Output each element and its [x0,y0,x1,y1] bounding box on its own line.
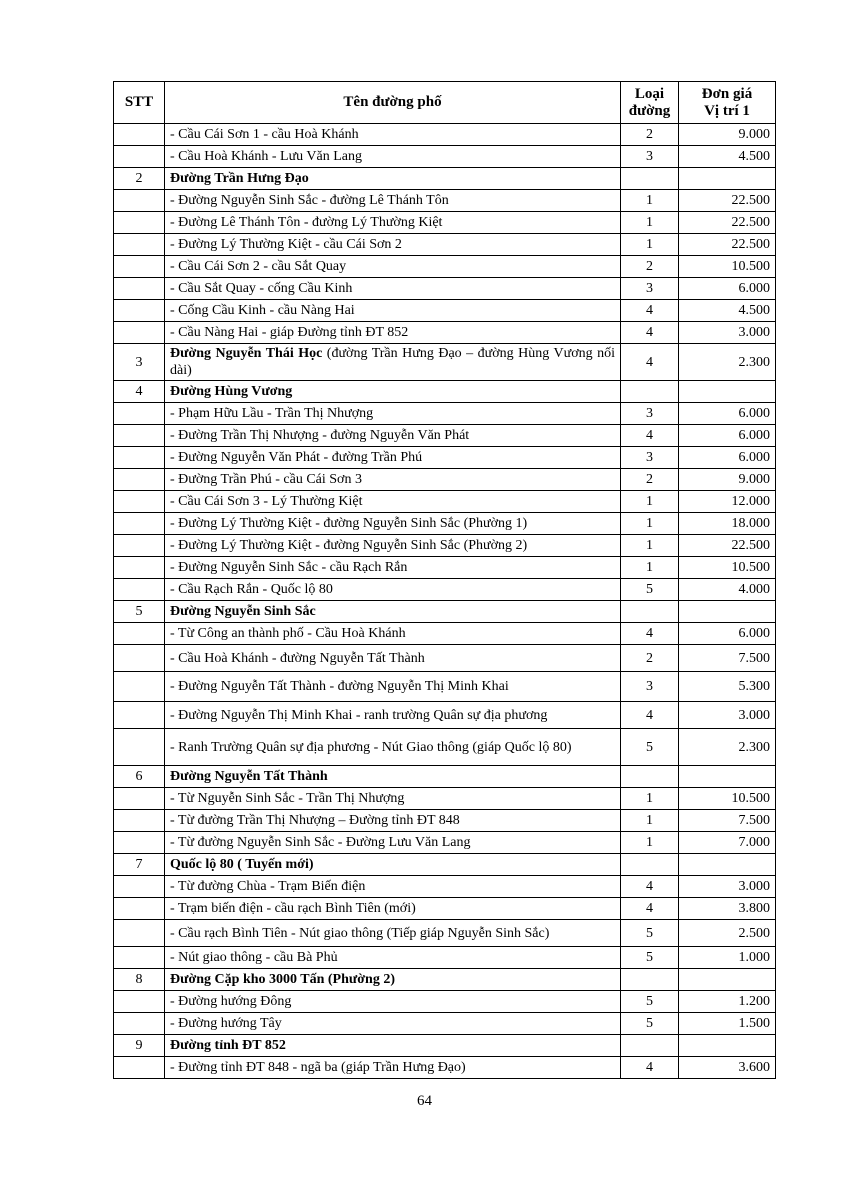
row-unit-price [679,854,776,876]
row-unit-price: 5.300 [679,672,776,702]
table-row [114,832,776,854]
row-road-type: 5 [621,991,679,1013]
row-unit-price: 10.500 [679,788,776,810]
table-row [114,672,776,702]
row-street-name: - Cầu Cái Sơn 2 - cầu Sắt Quay [165,256,621,278]
header-stt: STT [114,82,165,124]
table-row [114,469,776,491]
row-road-type [621,1035,679,1057]
row-unit-price: 9.000 [679,469,776,491]
table-row [114,969,776,991]
row-road-type: 2 [621,645,679,672]
row-road-type: 2 [621,469,679,491]
table-row [114,124,776,146]
row-stt [114,1057,165,1079]
row-stt [114,403,165,425]
row-road-type: 1 [621,832,679,854]
row-stt [114,491,165,513]
row-unit-price: 1.000 [679,947,776,969]
table-row [114,1013,776,1035]
table-row [114,322,776,344]
table-row [114,991,776,1013]
land-price-table [113,81,776,1079]
row-road-type: 1 [621,557,679,579]
row-unit-price: 1.500 [679,1013,776,1035]
row-road-type [621,168,679,190]
row-road-type: 3 [621,403,679,425]
row-street-name: - Đường Nguyễn Sinh Sắc - cầu Rạch Rắn [165,557,621,579]
table-row [114,403,776,425]
row-road-type: 4 [621,322,679,344]
row-stt: 8 [114,969,165,991]
row-street-name: - Nút giao thông - cầu Bà Phủ [165,947,621,969]
row-street-name: - Cầu Hoà Khánh - đường Nguyễn Tất Thành [165,645,621,672]
row-road-type: 4 [621,1057,679,1079]
row-stt: 6 [114,766,165,788]
row-road-type [621,854,679,876]
row-stt [114,579,165,601]
row-road-type [621,381,679,403]
row-street-name: - Cầu Rạch Rắn - Quốc lộ 80 [165,579,621,601]
row-street-name [165,344,621,381]
row-street-name: - Cầu Nàng Hai - giáp Đường tỉnh ĐT 852 [165,322,621,344]
row-unit-price: 7.500 [679,810,776,832]
row-unit-price: 12.000 [679,491,776,513]
row-stt [114,557,165,579]
row-stt [114,920,165,947]
row-stt [114,278,165,300]
row-stt [114,300,165,322]
row-road-type: 5 [621,579,679,601]
table-row [114,766,776,788]
row-street-name: - Đường Nguyễn Văn Phát - đường Trần Phú [165,447,621,469]
row-road-type: 5 [621,1013,679,1035]
row-stt [114,832,165,854]
row-stt [114,702,165,729]
row-street-name: - Ranh Trường Quân sự địa phương - Nút Giao thông (giáp Quốc lộ 80) [165,729,621,766]
row-unit-price: 3.800 [679,898,776,920]
table-row [114,212,776,234]
row-road-type: 1 [621,212,679,234]
row-stt [114,645,165,672]
row-unit-price [679,168,776,190]
row-road-type: 1 [621,810,679,832]
row-street-name: - Cầu Cái Sơn 3 - Lý Thường Kiệt [165,491,621,513]
row-unit-price: 6.000 [679,447,776,469]
row-unit-price: 10.500 [679,557,776,579]
table-row [114,447,776,469]
row-road-type [621,969,679,991]
row-road-type: 2 [621,256,679,278]
row-street-name: - Cầu Sắt Quay - cống Cầu Kinh [165,278,621,300]
row-road-type [621,766,679,788]
row-street-name: - Đường Lê Thánh Tôn - đường Lý Thường Kiệt [165,212,621,234]
row-road-type [621,601,679,623]
row-stt [114,898,165,920]
header-unit-price [679,82,776,124]
row-street-name: Đường Nguyễn Sinh Sắc [165,601,621,623]
table-header-row [114,82,776,124]
table-row [114,234,776,256]
row-street-name: - Phạm Hữu Lầu - Trần Thị Nhượng [165,403,621,425]
row-stt: 7 [114,854,165,876]
table-row [114,513,776,535]
table-row [114,702,776,729]
table-row [114,623,776,645]
table-row [114,300,776,322]
row-unit-price [679,766,776,788]
row-stt: 9 [114,1035,165,1057]
row-road-type: 4 [621,425,679,447]
row-unit-price: 22.500 [679,234,776,256]
header-unit-price-line1: Đơn giá [701,85,753,102]
row-stt [114,810,165,832]
table-row [114,535,776,557]
row-unit-price: 2.300 [679,729,776,766]
row-street-name: - Đường Lý Thường Kiệt - đường Nguyễn Sinh Sắc (Phường 1) [165,513,621,535]
row-street-name: - Đường Trần Thị Nhượng - đường Nguyễn Văn Phát [165,425,621,447]
table-row [114,788,776,810]
table-row [114,898,776,920]
table-row [114,854,776,876]
row-unit-price: 22.500 [679,535,776,557]
table-row [114,947,776,969]
row-street-name: - Đường hướng Đông [165,991,621,1013]
table-row [114,810,776,832]
table-row [114,1035,776,1057]
row-road-type: 4 [621,702,679,729]
row-street-name: - Từ đường Trần Thị Nhượng – Đường tỉnh ĐT 848 [165,810,621,832]
row-unit-price: 3.000 [679,702,776,729]
table-row [114,256,776,278]
row-road-type: 1 [621,234,679,256]
row-stt [114,1013,165,1035]
row-street-name: - Đường Nguyễn Thị Minh Khai - ranh trường Quân sự địa phương [165,702,621,729]
header-street-name: Tên đường phố [165,82,621,124]
row-street-name: - Từ đường Chùa - Trạm Biến điện [165,876,621,898]
row-street-name: Đường Trần Hưng Đạo [165,168,621,190]
row-stt: 4 [114,381,165,403]
table-row [114,876,776,898]
row-unit-price: 6.000 [679,425,776,447]
row-stt [114,876,165,898]
row-stt: 2 [114,168,165,190]
row-stt [114,469,165,491]
row-unit-price [679,1035,776,1057]
row-stt [114,991,165,1013]
row-stt [114,672,165,702]
row-road-type: 2 [621,124,679,146]
row-unit-price: 4.000 [679,579,776,601]
row-stt [114,322,165,344]
row-road-type: 1 [621,788,679,810]
row-unit-price: 3.600 [679,1057,776,1079]
row-road-type: 1 [621,190,679,212]
row-street-name: - Đường Lý Thường Kiệt - đường Nguyễn Sinh Sắc (Phường 2) [165,535,621,557]
row-street-name: - Cống Cầu Kinh - cầu Nàng Hai [165,300,621,322]
table-row [114,425,776,447]
row-street-name: - Từ đường Nguyễn Sinh Sắc - Đường Lưu Văn Lang [165,832,621,854]
row-road-type: 3 [621,146,679,168]
table-row [114,168,776,190]
row-road-type: 5 [621,729,679,766]
row-stt [114,535,165,557]
table-row [114,1057,776,1079]
table-row [114,579,776,601]
table-row [114,344,776,381]
table-row [114,729,776,766]
row-unit-price: 6.000 [679,403,776,425]
table-row [114,601,776,623]
row-street-name-bold: Đường Nguyễn Thái Học [170,346,323,361]
row-unit-price: 18.000 [679,513,776,535]
row-stt: 3 [114,344,165,381]
row-street-name-rest: (đường Trần Hưng Đạo – đường Hùng Vương nối dài) [170,346,615,378]
row-street-name: - Cầu Cái Sơn 1 - cầu Hoà Khánh [165,124,621,146]
row-road-type: 5 [621,947,679,969]
row-stt [114,124,165,146]
header-road-type [621,82,679,124]
row-stt [114,788,165,810]
row-road-type: 4 [621,300,679,322]
row-street-name: Đường Nguyễn Tất Thành [165,766,621,788]
row-road-type: 4 [621,876,679,898]
table-row [114,557,776,579]
row-unit-price: 7.000 [679,832,776,854]
table-row [114,146,776,168]
row-street-name: - Đường hướng Tây [165,1013,621,1035]
table-row [114,491,776,513]
row-stt [114,513,165,535]
table-row [114,381,776,403]
row-unit-price: 3.000 [679,322,776,344]
row-stt [114,729,165,766]
row-unit-price: 7.500 [679,645,776,672]
row-unit-price: 4.500 [679,146,776,168]
row-street-name: - Đường Nguyễn Tất Thành - đường Nguyễn Thị Minh Khai [165,672,621,702]
row-unit-price: 22.500 [679,190,776,212]
row-street-name: - Cầu rạch Bình Tiên - Nút giao thông (Tiếp giáp Nguyễn Sinh Sắc) [165,920,621,947]
row-unit-price: 1.200 [679,991,776,1013]
row-street-name: Quốc lộ 80 ( Tuyến mới) [165,854,621,876]
row-road-type: 5 [621,920,679,947]
row-stt [114,190,165,212]
row-stt: 5 [114,601,165,623]
table-body [114,124,776,1079]
row-street-name: - Trạm biến điện - cầu rạch Bình Tiên (mới) [165,898,621,920]
row-stt [114,212,165,234]
header-unit-price-line2: Vị trí 1 [704,102,750,119]
row-road-type: 4 [621,623,679,645]
row-stt [114,425,165,447]
table-row [114,645,776,672]
row-road-type: 3 [621,278,679,300]
row-street-name: Đường Cặp kho 3000 Tấn (Phường 2) [165,969,621,991]
row-unit-price: 10.500 [679,256,776,278]
row-unit-price: 4.500 [679,300,776,322]
row-street-name: - Từ Công an thành phố - Cầu Hoà Khánh [165,623,621,645]
row-road-type: 4 [621,898,679,920]
row-unit-price [679,381,776,403]
row-stt [114,234,165,256]
row-unit-price: 3.000 [679,876,776,898]
row-road-type: 4 [621,344,679,381]
table-row [114,190,776,212]
row-road-type: 1 [621,513,679,535]
table-row [114,920,776,947]
row-unit-price: 9.000 [679,124,776,146]
row-unit-price [679,969,776,991]
row-street-name: - Đường Trần Phú - cầu Cái Sơn 3 [165,469,621,491]
row-stt [114,256,165,278]
row-unit-price: 2.500 [679,920,776,947]
row-unit-price [679,601,776,623]
row-unit-price: 6.000 [679,278,776,300]
row-street-name: Đường tỉnh ĐT 852 [165,1035,621,1057]
page-number: 64 [417,1093,432,1109]
header-road-type-line2: đường [628,102,671,119]
row-street-name: - Từ Nguyễn Sinh Sắc - Trần Thị Nhượng [165,788,621,810]
row-stt [114,947,165,969]
row-street-name: - Đường Nguyễn Sinh Sắc - đường Lê Thánh Tôn [165,190,621,212]
row-unit-price: 6.000 [679,623,776,645]
row-stt [114,623,165,645]
row-road-type: 3 [621,447,679,469]
row-unit-price: 2.300 [679,344,776,381]
row-street-name: - Đường Lý Thường Kiệt - cầu Cái Sơn 2 [165,234,621,256]
row-unit-price: 22.500 [679,212,776,234]
row-street-name: - Cầu Hoà Khánh - Lưu Văn Lang [165,146,621,168]
header-road-type-line1: Loại [634,85,665,102]
row-street-name: Đường Hùng Vương [165,381,621,403]
table-row [114,278,776,300]
row-stt [114,447,165,469]
row-stt [114,146,165,168]
row-street-name: - Đường tỉnh ĐT 848 - ngã ba (giáp Trần Hưng Đạo) [165,1057,621,1079]
row-road-type: 1 [621,491,679,513]
row-road-type: 3 [621,672,679,702]
row-road-type: 1 [621,535,679,557]
